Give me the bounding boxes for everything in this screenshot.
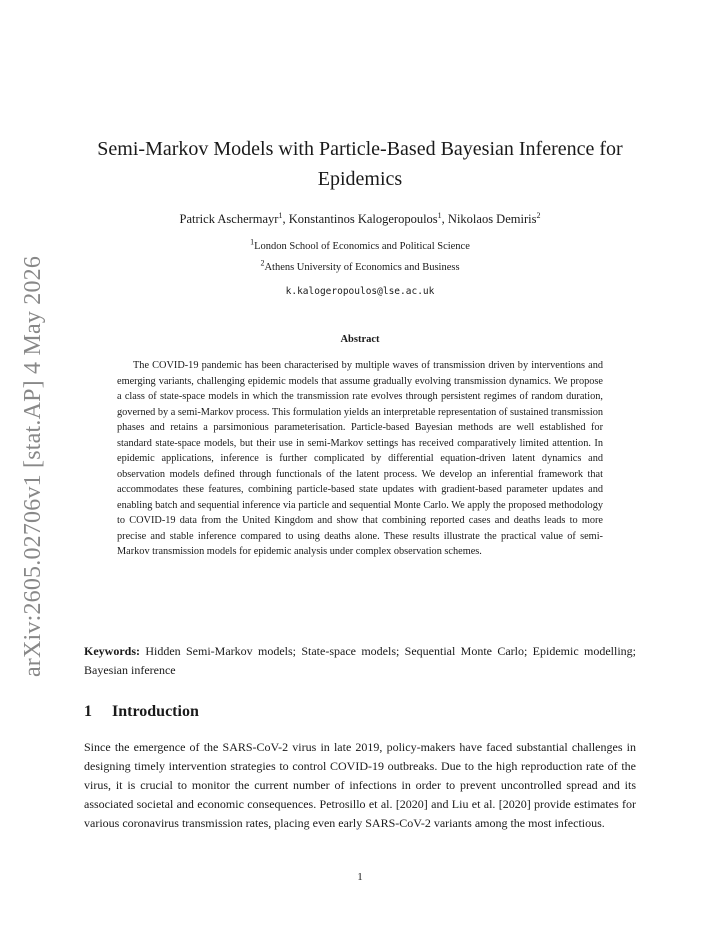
author-name: Konstantinos Kalogeropoulos [288,212,438,226]
section-title: Introduction [112,703,199,720]
keywords-paragraph [84,642,636,680]
keywords-text: Hidden Semi-Markov models; State-space models; Sequential Monte Carlo; Epidemic modelling; Bayesian inference [84,644,636,677]
author-name: Nikolaos Demiris [447,212,537,226]
section-number: 1 [84,703,92,720]
author-name: Patrick Aschermayr [179,212,279,226]
arxiv-stamp [14,256,54,676]
abstract-heading: Abstract [340,334,380,345]
affiliation-mark: 2 [536,210,541,220]
affiliation-mark: 1 [437,210,442,220]
arxiv-identifier: arXiv:2605.02706v1 [stat.AP] 4 May 2026 [20,255,47,677]
paper-title: Semi-Markov Models with Particle-Based Bayesian Inference for Epidemics [97,138,623,190]
affiliation-mark: 1 [278,210,283,220]
affiliation-mark: 2 [260,258,265,268]
affiliation-line [84,237,636,254]
affiliation-line [84,258,636,275]
section-heading [84,703,636,721]
keywords-label: Keywords: [84,644,140,658]
affiliation-mark: 1 [250,237,255,247]
introduction-paragraph: Since the emergence of the SARS-CoV-2 virus in late 2019, policy-makers have faced substantial challenges in designing timely intervention strategies to control COVID-19 outbreaks. Due to the high reproduction rate of the virus, it is crucial to monitor the current number of infections in order to prevent uncontrolled spread and its associated societal and economic consequences. Petrosillo et al. [2020] and Liu et al. [2020] provide estimates for various coronavirus transmission rates, placing even early SARS-CoV-2 variants among the most infectious. [84,740,636,830]
abstract-text: The COVID-19 pandemic has been characterised by multiple waves of transmission driven by interventions and emerging variants, challenging epidemic models that assume gradually evolving transmission dynamics. We propose a class of state-space models in which the transmission rate evolves through persistent regimes of random duration, governed by a semi-Markov process. This formulation yields an interpretable representation of sustained transmission phases and retains a parsimonious parameterisation. Particle-based Bayesian methods are well established for standard state-space models, but their use in semi-Markov settings has received comparatively limited attention. In epidemic applications, inference is further complicated by differential equation-driven latent dynamics and observation models defined through functionals of the latent process. We develop an inferential framework that accommodates these features, combining particle-based state updates with gradient-based parameter updates and enabling batch and sequential inference via particle and sequential Monte Carlo. We apply the proposed methodology to COVID-19 data from the United Kingdom and show that combining reported cases and deaths leads to more precise and stable inference compared to using deaths alone. These results illustrate the practical value of semi-Markov transmission models for epidemic analysis under complex observation schemes. [117,360,603,557]
contact-email: k.kalogeropoulos@lse.ac.uk [285,286,435,297]
affiliation-name: London School of Economics and Political Science [254,241,470,252]
affiliation-name: Athens University of Economics and Business [264,262,460,273]
page-number: 1 [357,871,363,883]
author-list: Patrick Aschermayr$^1$, Konstantinos Kalogeropoulos$^1$, Nikolaos Demiris$^2$ [179,210,541,226]
